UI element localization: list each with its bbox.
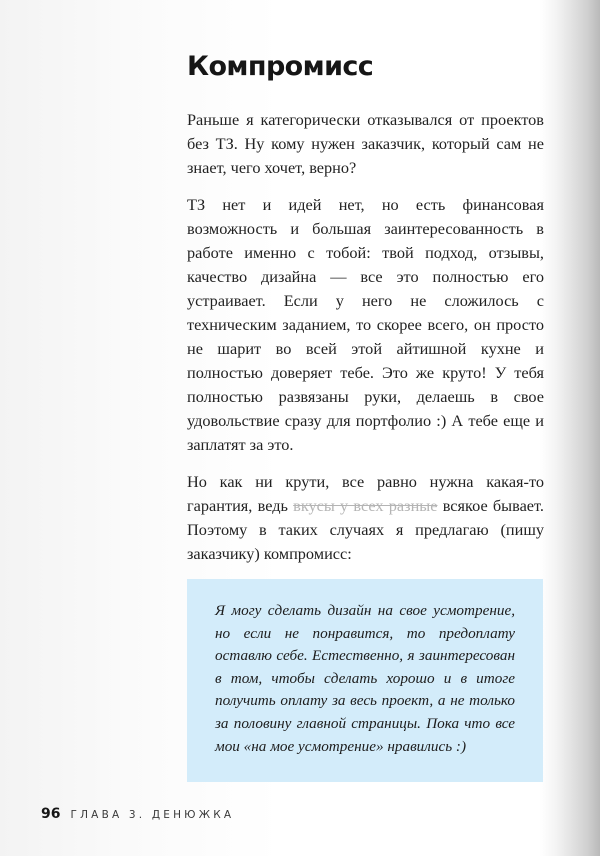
quote-text: Я могу сделать дизайн на свое усмотрение, но если не понравится, то предоплату оставлю себе. Естественно, я заинтересован в том, чтобы сделать хорошо и в итоге получить оплату за весь проект, а не только за половину главной страницы. Пока что все мои «на мое усмотрение» нравились :) [215, 602, 515, 755]
paragraph-1: Раньше я категорически отказывался от проектов без ТЗ. Ну кому нужен заказчик, который сам не знает, чего хочет, верно? [187, 110, 544, 177]
quote-callout [187, 579, 543, 782]
running-head: ГЛАВА 3. ДЕНЮЖКА [70, 809, 235, 822]
page-number: 96 [41, 806, 61, 823]
paragraph-3-end: всякое бывает. Поэтому в таких случаях я предлагаю (пишу заказчику) компромисс: [187, 496, 544, 563]
section-heading: Компромисс [187, 51, 374, 82]
text-column [187, 49, 544, 782]
page-footer [41, 806, 600, 822]
strikethrough-text: вкусы у всех разные [293, 496, 438, 515]
paragraph-3 [187, 470, 544, 566]
paragraph-2: ТЗ нет и идей нет, но есть финансовая возможность и большая заинтересованность в работе именно с тобой: твой подход, отзывы, качество дизайна — все это полностью его устраивает. Если у него не сложилось с техническим заданием, то скорее всего, он просто не шарит во всей этой айтишной кухне и полностью доверяет тебе. Это же круто! У тебя полностью развязаны руки, делаешь в свое удовольствие сразу для портфолио :) А тебе еще и заплатят за это. [187, 195, 544, 454]
paragraph-3-start: Но как ни крути, все равно нужна какая-то гарантия, ведь [187, 472, 544, 515]
